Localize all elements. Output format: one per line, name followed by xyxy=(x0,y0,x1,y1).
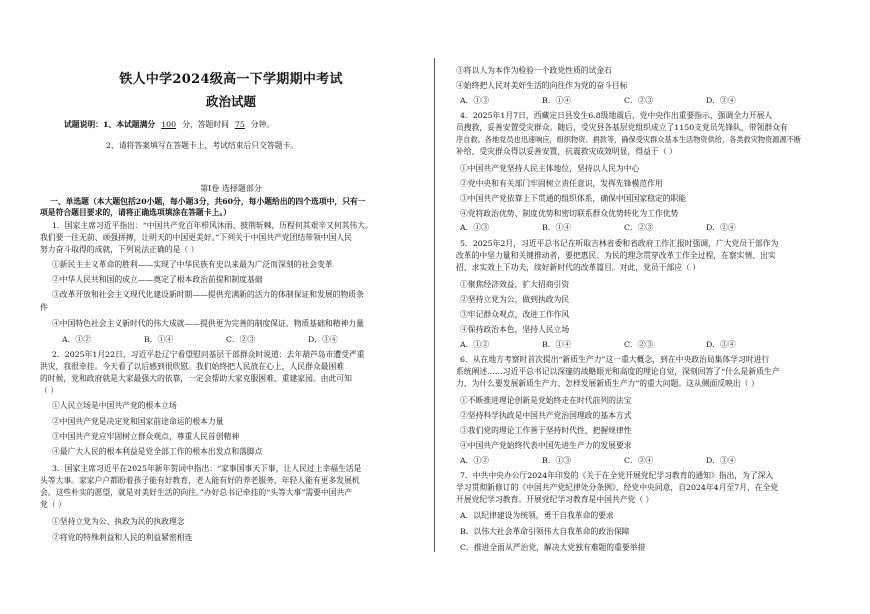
q1-stem-3: 努力奋斗取得的成就，下列说法正确的是（ ） xyxy=(40,245,199,254)
q3-answer-c: C．②③ xyxy=(624,96,654,105)
q7-stem-2: 学习贯彻新修订的《中国共产党纪律处分条例》，经党中央同意，自2024年4月至7月，在全党 xyxy=(456,483,779,492)
q1-answer-d: D．③④ xyxy=(308,335,338,344)
q6-answer-c: C．②④ xyxy=(624,456,654,465)
q4-answer-b: B．①④ xyxy=(542,223,572,232)
q5-answer-c: C．②③ xyxy=(624,340,654,349)
q4-answer-a: A．①③ xyxy=(460,223,490,232)
q3-option-3: ③将以人为本作为检验一个政党性质的试金石 xyxy=(456,66,612,75)
q6-answer-d: D．③④ xyxy=(706,456,736,465)
exam-title: 铁人中学2024级高一下学期期中考试 xyxy=(119,72,343,87)
q6-option-2: ②坚持科学执政是中国共产党治国理政的基本方式 xyxy=(460,411,632,420)
column-divider xyxy=(434,58,435,552)
q5-stem-3: 招、求实效上下功夫，续好新时代的改革篇目。对此，党员干部应（ ） xyxy=(456,263,701,272)
time-value: 75 xyxy=(234,120,245,129)
q7-stem-1: 7．中共中央办公厅2024年印发的《关于在全党开展党纪学习教育的通知》指出，为了深入 xyxy=(460,471,774,480)
instructions-suffix: 分钟。 xyxy=(250,120,275,129)
q1-option-4: ④中国特色社会主义新时代的伟大成就——提供更为完善的制度保证、物质基础和精神力量 xyxy=(52,319,364,328)
q3-answer-b: B．①④ xyxy=(542,96,572,105)
q5-answer-a: A．①② xyxy=(460,340,490,349)
q1-option-2: ②中华人民共和国的成立——奠定了根本政治前提和制度基础 xyxy=(52,275,263,284)
q6-answer-a: A．①② xyxy=(460,456,490,465)
q3-option-4: ④始终把人民对美好生活的向往作为党的奋斗目标 xyxy=(456,81,628,90)
score-value: 100 xyxy=(161,120,177,129)
q1-answer-b: B．①④ xyxy=(144,335,174,344)
q3-option-2: ②将党的特殊利益和人民的利益紧密相连 xyxy=(52,533,193,542)
q4-stem-3: 序自救。各地党员也迅速响应，组织物资、捐款等，确保受灾群众基本生活物资供给，各类救灾物资源源不断 xyxy=(456,135,802,144)
q2-option-3: ③中国共产党应牢固树立群众观点，尊重人民首创精神 xyxy=(52,432,240,441)
q1-answers xyxy=(62,334,444,345)
instructions-prefix: 试题说明：1、本试题满分 xyxy=(64,120,156,129)
q6-stem-3: 力、为什么要发展新质生产力、怎样发展新质生产力”的重大问题。这从侧面反映出（ ） xyxy=(456,379,759,388)
q4-stem-4: 补给，受灾群众得以妥善安置，抗震救灾成效明显，得益于（ ） xyxy=(456,147,677,156)
q5-stem-2: 改革的中坚力量和关键推动者，要把惠民、为民的理念贯穿改革工作全过程，在察实情、出实 xyxy=(456,251,776,260)
q5-answer-b: B．①④ xyxy=(542,340,572,349)
q6-answer-b: B．①③ xyxy=(542,456,572,465)
q3-answer-d: D．②④ xyxy=(706,96,736,105)
single-choice-heading: 一、单选题（本大题包括20小题，每小题3分，共60分，每小题给出的四个选项中，只有一 xyxy=(50,197,366,206)
exam-subtitle: 政治试题 xyxy=(205,94,256,109)
q5-stem-1: 5．2025年2月，习近平总书记在听取吉林省委和省政府工作汇报时强调，广大党员干部作为 xyxy=(460,239,779,248)
section-title: 第Ⅰ卷 选择题部分 xyxy=(200,184,262,193)
q2-stem-1: 2．2025年1月22日，习近平赴辽宁看望慰问基层干部群众时说道：去年葫芦岛市遭受严重 xyxy=(52,350,365,359)
q6-option-3: ③我们党的理论工作善于坚持时代性，把握规律性 xyxy=(460,426,632,435)
q2-option-1: ①人民立场是中国共产党的根本立场 xyxy=(52,401,177,410)
q4-stem-1: 4．2025年1月7日，西藏定日县发生6.8级地震后，党中央作出重要指示，强调全力开展人 xyxy=(460,111,773,120)
q7-option-c: C．推进全面从严治党，解决大党独有难题的重要举措 xyxy=(460,543,646,552)
q1-answer-c: C．②③ xyxy=(226,335,256,344)
q7-option-b: B．以伟大社会革命引领伟大自我革命的政治保障 xyxy=(460,527,630,536)
q3-answer-a: A．①③ xyxy=(460,96,490,105)
q7-stem-3: 开展党纪学习教育。开展党纪学习教育是中国共产党（ ） xyxy=(456,495,654,504)
q6-option-4: ④中国共产党始终代表中国先进生产力的发展要求 xyxy=(460,441,632,450)
q1-answer-a: A．①② xyxy=(62,335,92,344)
q2-option-4: ④最广大人民的根本利益是党全部工作的根本出发点和落脚点 xyxy=(52,447,263,456)
q6-stem-1: 6．从在地方考察时首次提出“新质生产力”这一重大概念，到在中央政治局集体学习时进行 xyxy=(460,355,770,364)
q3-stem-1: 3．国家主席习近平在2025年新年贺词中指出：“家事国事天下事，让人民过上幸福生活是 xyxy=(52,464,362,473)
q6-option-1: ①不断推进理论创新是党始终走在时代前列的法宝 xyxy=(460,396,632,405)
q5-answers xyxy=(460,339,842,350)
instructions-mid: 分，答题时间 xyxy=(182,120,229,129)
q2-stem-2: 洪灾，我很牵挂。今天看了以后感到很欣慰。我们始终把人民放在心上，人民群众最困难 xyxy=(40,362,345,371)
q4-stem-2: 员搜救，妥善安置受灾群众。随后，受灾县各基层党组织成立了1150支党员先锋队，带领群众有 xyxy=(456,123,788,132)
instructions-line-2: 2、请将答案填写在答题卡上，考试结束后只交答题卡。 xyxy=(106,141,299,150)
q5-option-2: ②坚持立党为公，做到执政为民 xyxy=(460,295,570,304)
q1-option-3-cont: 件 xyxy=(40,303,48,312)
q4-option-2: ②党中央和有关部门牢固树立责任意识，发挥先锋模范作用 xyxy=(460,179,663,188)
q3-stem-4: 党（ ） xyxy=(40,500,66,509)
q4-answer-c: C．②③ xyxy=(624,223,654,232)
q3-stem-2: 头等大事。家家户户都盼着孩子能有好教育，老人能有好的养老服务，年轻人能有更多发展机 xyxy=(40,476,360,485)
single-choice-heading-2: 项是符合题目要求的，请将正确选项填涂在答题卡上。） xyxy=(40,208,232,217)
q1-option-3: ③改革开放和社会主义现代化建设新时期——提供充满新的活力的体制保证和发展的物质条 xyxy=(52,290,364,299)
q5-option-1: ①聚焦经济效益，扩大招商引资 xyxy=(460,280,570,289)
q4-option-1: ①中国共产党坚持人民主体地位，坚持以人民为中心 xyxy=(460,164,640,173)
q1-option-1: ①新民主主义革命的胜利——实现了中华民族有史以来最为广泛而深刻的社会变革 xyxy=(52,260,333,269)
q4-option-4: ④党将政治优势、制度优势和密切联系群众优势转化为工作优势 xyxy=(460,209,679,218)
q5-option-3: ③牢记群众观点，改进工作作风 xyxy=(460,310,570,319)
q7-option-a: A．以纪律建设为统领，勇于自我革命的要求 xyxy=(460,511,614,520)
q4-answers xyxy=(460,222,842,233)
q6-stem-2: 系统阐述……习近平总书记以深邃的战略眼光和高度的理论自觉，深刻回答了“什么是新质生产 xyxy=(456,367,780,376)
q3-option-1: ①坚持立党为公、执政为民的执政理念 xyxy=(52,517,185,526)
q3-stem-3: 会。这些朴实的愿望，就是对美好生活的向往。”办好总书记牵挂的“头等大事”需要中国共产 xyxy=(40,488,353,497)
q1-stem-2: 我们要一往无前、顽强拼搏，让明天的中国更美好。”下列关于中国共产党团结带领中国人民 xyxy=(40,233,352,242)
q2-stem-4: （ ） xyxy=(40,386,59,395)
q5-answer-d: D．③④ xyxy=(706,340,736,349)
q1-stem-1: 1．国家主席习近平指出：“中国共产党百年栉风沐雨、披荆斩棘，历程何其艰辛又何其伟大。 xyxy=(52,221,373,230)
q4-option-3: ③中国共产党依靠上下贯通的组织体系，确保中国国家稳定的职能 xyxy=(460,194,687,203)
instructions-line-1 xyxy=(64,119,446,130)
q6-answers xyxy=(460,455,842,466)
q2-stem-3: 的时候，党和政府就是大家最强大的依靠，一定会帮助大家克服困难、重建家园。由此可知 xyxy=(40,374,352,383)
q2-option-2: ②中国共产党是决定党和国家前途命运的根本力量 xyxy=(52,417,224,426)
q5-option-4: ④保持政治本色，坚持人民立场 xyxy=(460,325,570,334)
q4-answer-d: D．②④ xyxy=(706,223,736,232)
q3-answers xyxy=(460,95,842,106)
